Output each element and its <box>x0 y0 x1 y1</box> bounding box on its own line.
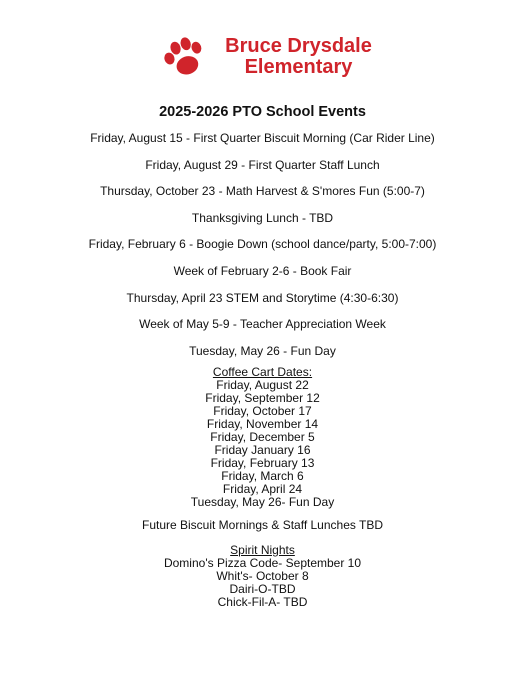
coffee-cart-date: Friday, March 6 <box>221 469 304 483</box>
event-item: Week of May 5-9 - Teacher Appreciation Week <box>139 317 386 332</box>
coffee-cart-date: Friday, August 22 <box>216 378 309 392</box>
spirit-night-item: Domino's Pizza Code- September 10 <box>163 556 362 570</box>
event-item: Friday, August 15 - First Quarter Biscuit Morning (Car Rider Line) <box>90 131 435 145</box>
future-note: Future Biscuit Mornings & Staff Lunches TBD <box>141 518 383 532</box>
spirit-night-item: Chick-Fil-A- TBD <box>217 595 308 609</box>
school-logo <box>160 30 390 84</box>
school-name <box>216 36 381 78</box>
coffee-cart-date: Tuesday, May 26- Fun Day <box>190 495 335 509</box>
event-item: Thursday, October 23 - Math Harvest & S'mores Fun (5:00-7) <box>100 184 425 199</box>
event-item: Friday, February 6 - Boogie Down (school dance/party, 5:00-7:00) <box>88 237 437 252</box>
page-title: 2025-2026 PTO School Events <box>159 104 366 120</box>
coffee-cart-date: Friday, October 17 <box>213 404 312 418</box>
spirit-nights-heading: Spirit Nights <box>230 543 295 557</box>
coffee-cart-section <box>0 366 525 509</box>
school-name-line2: Elementary <box>244 56 353 78</box>
event-item: Friday, August 29 - First Quarter Staff Lunch <box>145 157 380 172</box>
coffee-cart-heading: Coffee Cart Dates: <box>212 365 313 379</box>
event-item: Week of February 2-6 - Book Fair <box>173 263 352 278</box>
school-name-line1: Bruce Drysdale <box>225 35 372 57</box>
coffee-cart-date: Friday, November 14 <box>206 417 319 431</box>
coffee-cart-date: Friday, September 12 <box>205 391 320 405</box>
spirit-night-item: Whit's- October 8 <box>216 569 309 583</box>
paw-print-icon <box>160 36 208 80</box>
event-item: Thanksgiving Lunch - TBD <box>191 210 334 225</box>
spirit-nights-section <box>0 544 525 609</box>
event-item: Thursday, April 23 STEM and Storytime (4:30-6:30) <box>126 290 399 305</box>
event-list <box>0 131 525 370</box>
event-item: Tuesday, May 26 - Fun Day <box>189 343 336 358</box>
coffee-cart-date: Friday January 16 <box>214 443 311 457</box>
coffee-cart-date: Friday, April 24 <box>222 482 303 496</box>
coffee-cart-date: Friday, February 13 <box>210 456 315 470</box>
coffee-cart-date: Friday, December 5 <box>210 430 315 444</box>
spirit-night-item: Dairi-O-TBD <box>229 582 296 596</box>
